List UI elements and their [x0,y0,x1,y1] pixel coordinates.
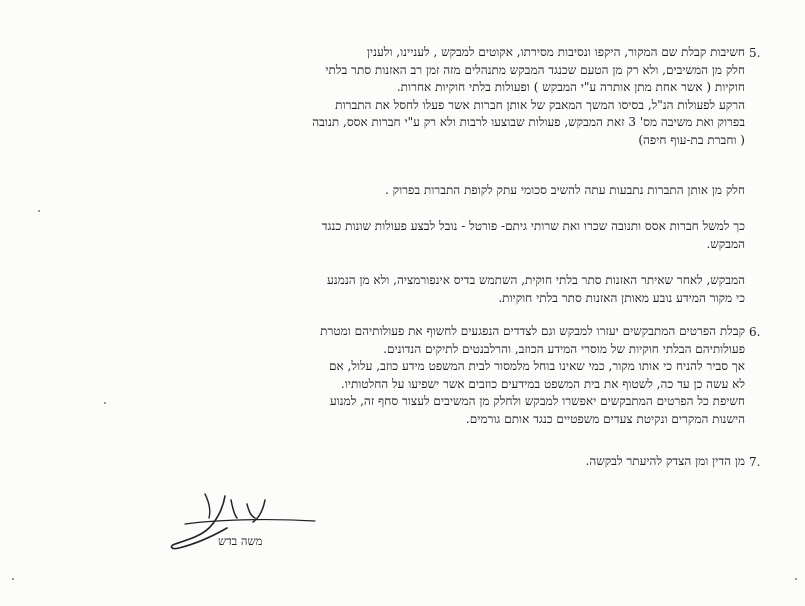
scan-speck [12,578,14,580]
section-5-line: הרקע לפעולות הנ"ל, בסיסו המשך המאבק של אותן חברות אשר פעלו לחסל את התברות [335,97,745,112]
section-5-line: בפרוק ואת משיבה מס' 3 זאת המבקש, פעולות שבוצעו לרבות ולא רק ע"י חברות אסס, תנובה [312,115,745,129]
section-5-line: ( וחברת בת-עוף חיפה) [638,132,745,147]
section-5-number: 5. [749,46,761,60]
section-7-line: מן הדין ומן הצדק להיעתר לבקשה. [585,454,745,468]
section-6-line: פעולותיהם הבלתי חוקיות של מוסרי המידע הכוזב, והרלבנטים לתיקים הנדונים. [383,341,745,356]
section-6-line: הישנות המקרים ונקיטת צעדים משפטיים כנגד אותם גורמים. [465,411,745,426]
section-6-line: חשיפת כל הפרטים המתבקשים יאפשרו למבקש ולחלק מן המשיבים לעצור סחף זה, למנוע [329,394,745,408]
section-5-line: חשיבות קבלת שם המקור, היקפו ונסיבות מסירתו, אקוטים למבקש , לעניינו, ולענין [366,45,745,59]
section-6-line: אך סביר להניח כי אותו מקור, כמי שאינו בוחל מלמסור לבית המשפט מידע כוזב, עלול, אם [329,359,745,373]
paragraph-line: המבקש. [706,236,745,251]
scan-speck [795,578,797,580]
section-5-paragraph-3 [105,218,745,253]
section-6-line: לא עשה כן עד כה, לשטוף את בית המשפט במידעים כוזבים אשר ישפיעו על החלטותיו. [340,376,745,391]
section-6-number: 6. [749,325,761,339]
section-7-number: 7. [749,455,761,469]
section-6-body [65,323,745,428]
section-5-body [105,44,745,149]
paragraph-line: כך למשל חברות אסס ותנובה שכרו ואת שרותי גיתם- פורטל - נובל לבצע פעולות שונות כנגד [321,219,745,233]
paragraph-line: המבקש, לאחר שאיתר האזנות סתר בלתי חוקית, השתמש בדיס אינפורמציה, ולא מן הנמנע [327,273,745,287]
scan-speck [104,402,106,404]
section-7-body [105,453,745,471]
section-5-line: חלק מן המשיבים, ולא רק מן הטעם שכנגד המבקש מתנהלים מזה זמן רב האזנות סתר בלתי [325,62,745,77]
paragraph-line: חלק מן אותן התברות נתבעות עתה להשיב סכומי עתק לקופת התברות בפרוק . [385,183,745,197]
section-5-paragraph-2 [105,182,745,200]
paragraph-line: כי מקור המידע נובע מאותן האזנות סתר בלתי חוקיות. [498,290,745,305]
section-5-paragraph-4 [105,272,745,307]
scan-speck [38,210,40,212]
section-5-line: חוקיות ( אשר אחת מתן אותרה ע"י המבקש ) ופעולות בלתי חוקיות אחרות. [396,80,745,94]
signature-name: משה בדש [218,534,263,548]
section-6-line: קבלת הפרטים המתבקשים יעזרו למבקש וגם לצדדים הנפגעים לחשוף את פעולותיהם ומטרת [320,324,745,338]
